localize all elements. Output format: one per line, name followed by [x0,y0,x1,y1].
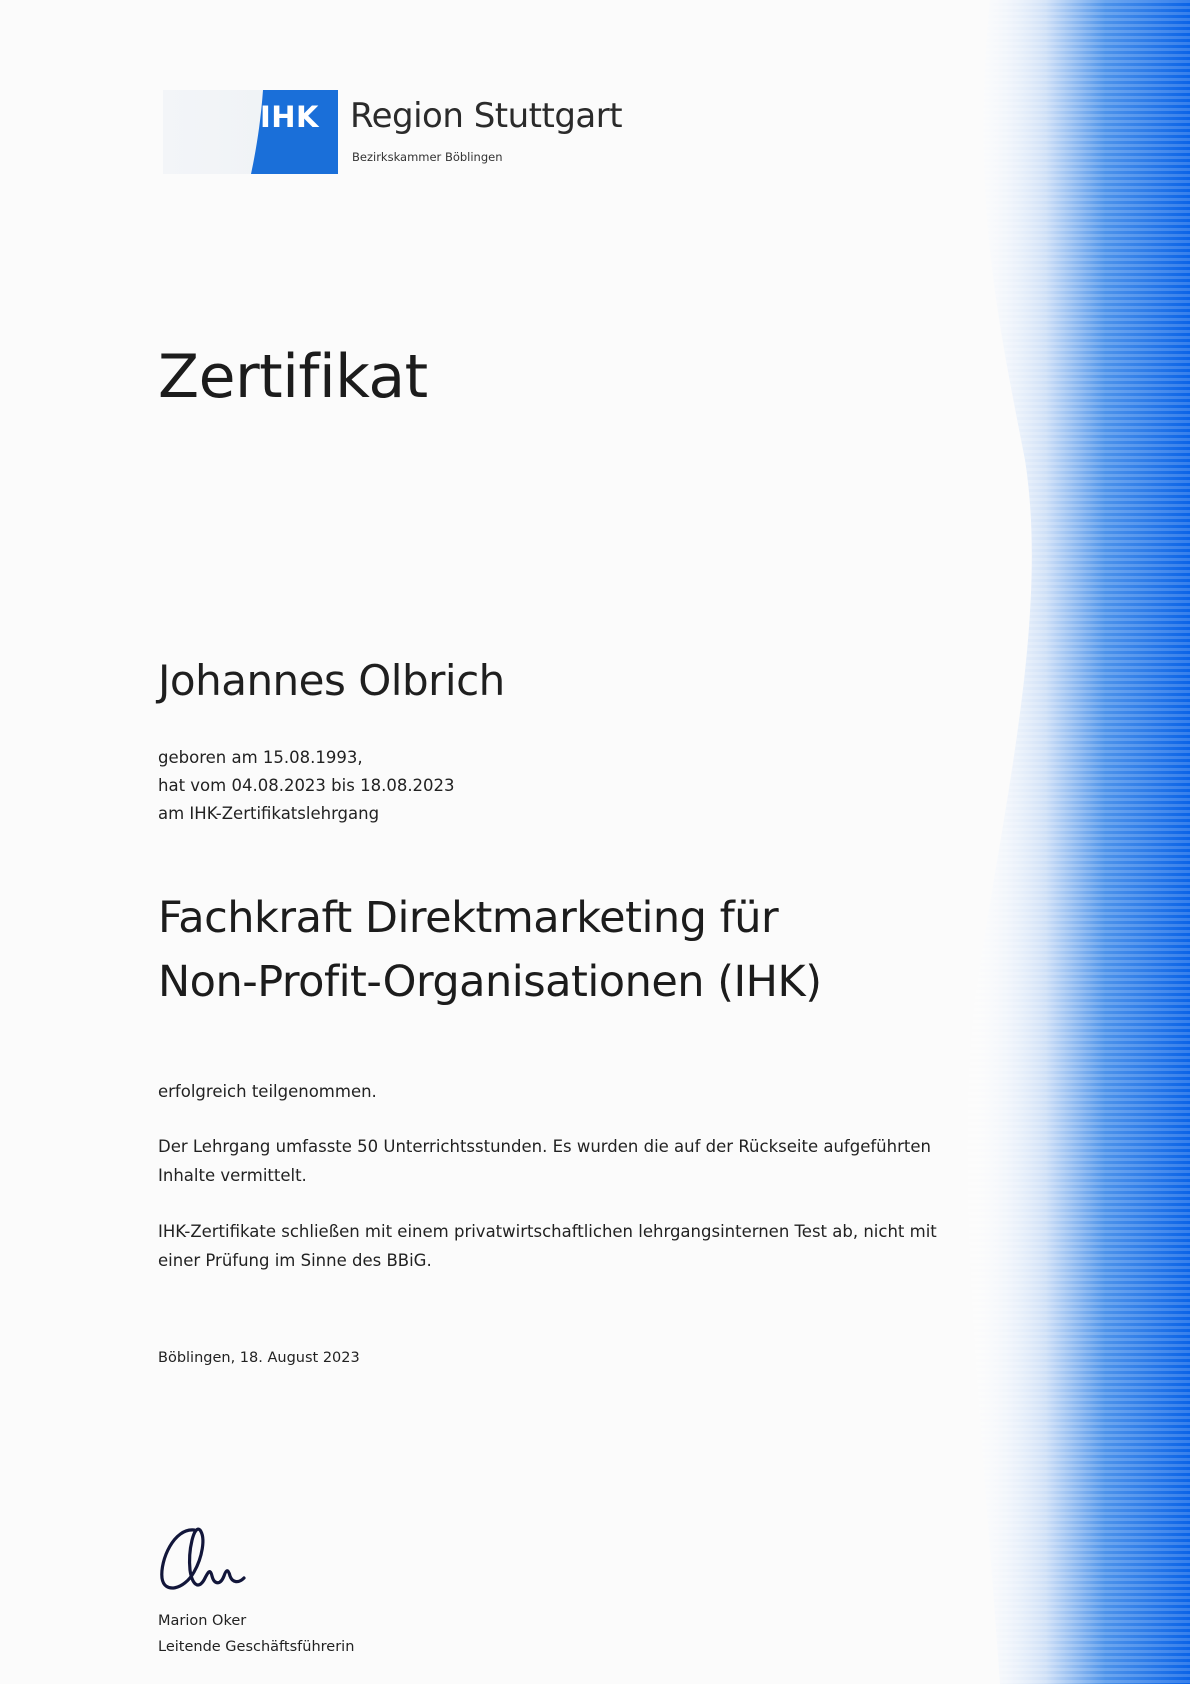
course-title-line2: Non-Profit-Organisationen (IHK) [158,957,822,1007]
handwritten-signature [154,1520,254,1600]
logo-region-text: Region Stuttgart [350,96,623,136]
ihk-logo [163,88,633,180]
note-text: IHK-Zertifikate schließen mit einem privatwirtschaftlichen lehrgangsinternen Test ab, nicht mit einer Prüfung im Sinne des BBiG. [158,1222,937,1270]
recipient-details [158,744,455,828]
course-intro: am IHK-Zertifikatslehrgang [158,804,380,823]
logo-subtitle: Bezirkskammer Böblingen [352,150,503,164]
certificate-title: Zertifikat [158,342,428,412]
signer-role: Leitende Geschäftsführerin [158,1639,355,1655]
scope-text: Der Lehrgang umfasste 50 Unterrichtsstunden. Es wurden die auf der Rückseite aufgeführten Inhalte vermittelt. [158,1137,931,1185]
course-title [158,886,822,1014]
signer-name: Marion Oker [158,1613,247,1629]
course-title-line1: Fachkraft Direktmarketing für [158,893,779,943]
recipient-name: Johannes Olbrich [158,656,505,705]
blue-wave-decoration [930,0,1190,1684]
place-date: Böblingen, 18. August 2023 [158,1350,360,1366]
course-period: hat vom 04.08.2023 bis 18.08.2023 [158,776,455,795]
logo-ihk-text: IHK [260,100,320,134]
signer-block [158,1608,354,1660]
birth-date: geboren am 15.08.1993, [158,748,363,767]
result-text: erfolgreich teilgenommen. [158,1082,377,1101]
